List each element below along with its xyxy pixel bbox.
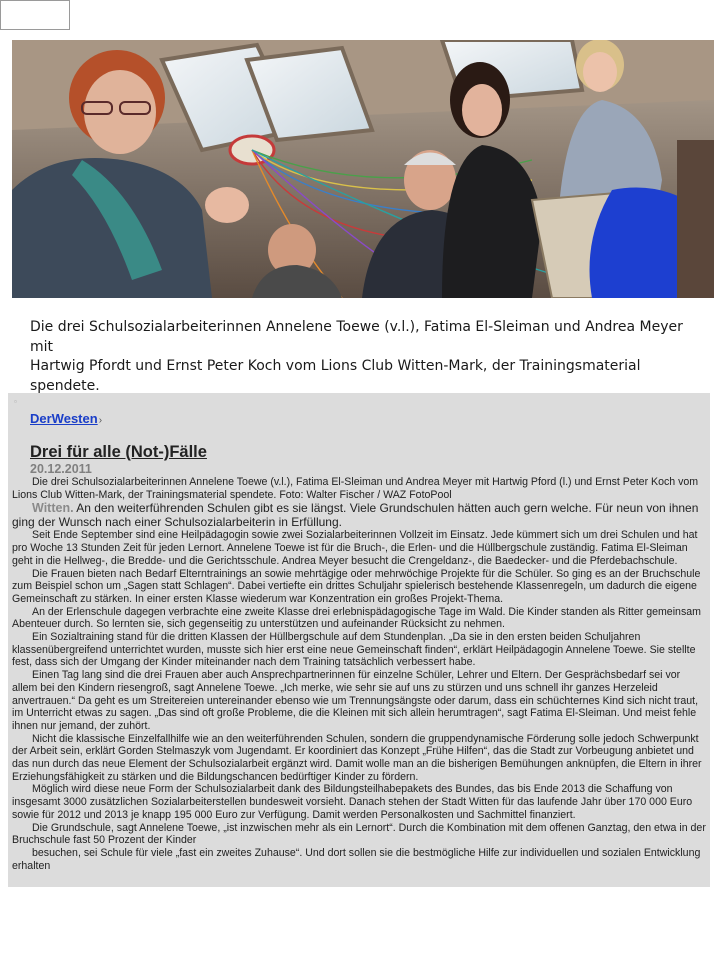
- paragraph: Möglich wird diese neue Form der Schulsozialarbeit dank des Bildungsteilhabepakets des Bundes, das bis Ende 2013 die Schaffung von insgesamt 3000 zusätzlichen Sozialarbeiterstellen bundesweit vorsieht. Danach stehen der Stadt Witten für das laufende Jahr über 170 000 Euro sowie für 2012 und 2013 je knapp 195 000 Euro zur Verfügung. Damit werden Personalkosten und Sachmittel finanziert.: [12, 783, 693, 821]
- article-headline: Drei für alle (Not-)Fälle: [30, 443, 207, 461]
- paragraph: Seit Ende September sind eine Heilpädagogin sowie zwei Sozialarbeiterinnen Vollzeit im Einsatz. Jede kümmert sich um drei Schulen und hat pro Woche 13 Stunden Zeit für jeden Lernort. Annelene Toewe ist für die Bruch-, die Erlen- und die Hüllbergschule zuständig. Fatima El-Sleiman geht in die Hellweg-, die Bredde- und die Gerichtsschule. Andrea Meyer besucht die Crengeldanz-, die Baedecker- und die Pferdebachschule.: [12, 529, 698, 567]
- photo-illustration: [12, 40, 714, 298]
- paragraph: An der Erlenschule dagegen verbrachte eine zweite Klasse drei erlebnispädagogische Tage im Wald. Die Kinder standen als Ritter gemeinsam Abenteuer durch. So lernten sie, sich gegenseitig zu unterstützen und aufeinander Rücksicht zu nehmen.: [12, 605, 701, 631]
- caption-line-2: Hartwig Pfordt und Ernst Peter Koch vom Lions Club Witten-Mark, der Trainingsmaterial spendete.: [30, 358, 641, 394]
- brand-breadcrumb: [30, 411, 706, 426]
- article-dateline: Witten.: [32, 501, 74, 516]
- paragraph: besuchen, sei Schule für viele „fast ein zweites Zuhause“. Und dort sollen sie die bestmögliche Hilfe zur individuellen und sozialen Entwicklung erhalten: [12, 846, 701, 872]
- article-date: 20.12.2011: [30, 462, 92, 476]
- paragraph: Die Grundschule, sagt Annelene Toewe, „ist inzwischen mehr als ein Lernort“. Durch die Kombination mit dem offenen Ganztag, den etwa in der Bruchschule fast 50 Prozent der Kinder: [12, 821, 706, 847]
- caption-line-1: Die drei Schulsozialarbeiterinnen Annelene Toewe (v.l.), Fatima El-Sleiman und Andrea Meyer mit: [30, 319, 683, 355]
- article-panel: [8, 393, 710, 887]
- paragraph: Die Frauen bieten nach Bedarf Elterntrainings an sowie mehrtägige oder mehrwöchige Projekte für die Schüler. So ging es an der Bruchschule zum Beispiel schon um „Sagen statt Schlagen“. Dabei vertiefte ein drittes Schuljahr spielerisch bestehende Klassenregeln, um dadurch die eigene Gemeinschaft zu stärken. In einer ersten Klasse wiederum war Konzentration ein großes Projekt-Thema.: [12, 567, 701, 605]
- empty-top-box: [0, 0, 70, 30]
- chevron-right-icon: ›: [98, 415, 103, 426]
- article-body: [12, 476, 706, 872]
- image-caption-text: Die drei Schulsozialarbeiterinnen Annelene Toewe (v.l.), Fatima El-Sleiman und Andrea Meyer mit Hartwig Pford (l.) und Ernst Peter Koch vom Lions Club Witten-Mark, der Trainingsmaterial spendete. Foto: Walter Fischer / WAZ FotoPool: [12, 476, 699, 501]
- paragraph: Ein Sozialtraining stand für die dritten Klassen der Hüllbergschule auf dem Stundenplan. „Da sie in den ersten beiden Schuljahren klassenübergreifend unterrichtet wurden, musste sich hier erst eine neue Gemeinschaft finden“, erklärt Heilpädagogin Annelene Toewe. Sie stellte fest, dass sich der Umgang der Kinder miteinander nach dem Training tatsächlich verbessert habe.: [12, 631, 696, 669]
- paragraph: Nicht die klassische Einzelfallhilfe wie an den weiterführenden Schulen, sondern die gruppendynamische Förderung solle jedoch Schwerpunkt der Arbeit sein, erklärt Gorden Stelmaszyk vom Jugendamt. Er koordiniert das Konzept „Frühe Hilfen“, das die Stadt zur Vorbeugung anbietet und das nun durch das neue Element der Schulsozialarbeit ergänzt wird. Damit wolle man an die bisherigen Bemühungen anknüpfen, die Eltern in ihrer Erziehungsfähigkeit zu stärken und die Bildungschancen bedürftiger Kinder zu fördern.: [12, 732, 702, 783]
- paragraph: Einen Tag lang sind die drei Frauen aber auch Ansprechpartnerinnen für einzelne Schüler, Lehrer und Eltern. Der Gesprächsbedarf sei vor allem bei den Kindern riesengroß, sagt Annelene Toewe. „Ich merke, wie sehr sie auf uns zu stürzen und uns schnell ihr ganzes Herzeleid anvertrauen.“ Da geht es um Streitereien untereinander ebenso wie um Trennungsängste oder darum, dass ein schüchternes Kind sich nicht traut, im Unterricht etwas zu sagen. „Das sind oft große Probleme, die die Kleinen mit sich allein herumtragen“, sagt Fatima El-Sleiman. Und meist fehle ihnen nur jemand, der zuhört.: [12, 669, 699, 732]
- article-lead: [12, 501, 706, 529]
- lead-text: An den weiterführenden Schulen gibt es sie längst. Viele Grundschulen hätten auch gern welche. Für neun von ihnen ging der Wunsch nach einer Schulsozialarbeiterin in Erfüllung.: [12, 501, 699, 530]
- corner-mark-icon: ▫: [14, 397, 17, 406]
- article-photo: [12, 40, 714, 298]
- brand-link[interactable]: DerWesten: [30, 411, 98, 426]
